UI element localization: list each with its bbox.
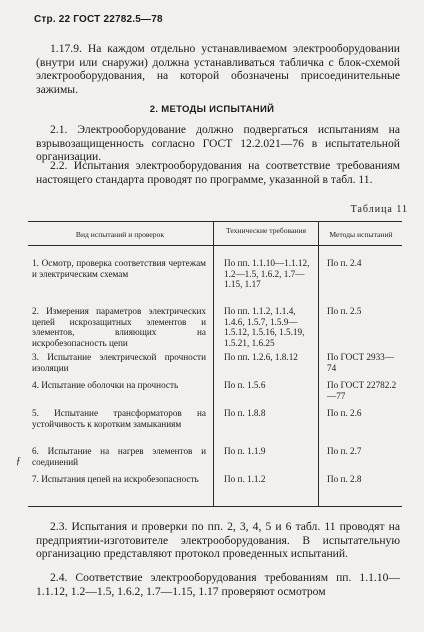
table-row-7-requirements: По п. 1.1.2 [224,474,266,484]
table-header-methods: Методы испытаний [329,230,393,239]
paragraph-2-1-text: 2.1. Электрооборудование должно подвергаться испытаниям на взрывозащищенность согласно ГОСТ 12.2.021—76 в испытательной организации. [36,123,400,164]
paragraph-2-4-text: 2.4. Соответствие электрооборудования требованиям пп. 1.1.10—1.1.12, 1.2—1.5, 1.6.2, 1.7—1.15, 1.17 проверяют осмотром [36,571,400,598]
table-top-rule [28,221,402,222]
table-bottom-rule [28,506,402,507]
table-row-1-test: 1. Осмотр, проверка соответствия чертежам и электрическим схемам [32,258,206,279]
table-caption: Таблица 11 [350,204,408,215]
paragraph-2-2 [36,159,400,186]
table-header-test: Вид испытаний и проверок [75,230,165,239]
page-header: Стр. 22 ГОСТ 22782.5—78 [34,14,163,25]
paragraph-2-3-text: 2.3. Испытания и проверки по пп. 2, 3, 4, 5 и 6 табл. 11 проводят на предприятии-изготовителе электрооборудования. В испытательную организацию представляют протокол проведенных испытаний. [36,520,400,561]
table-row-3-method: По ГОСТ 2933—74 [327,352,394,373]
table-row-3-requirements: По пп. 1.2.6, 1.8.12 [224,352,298,362]
paragraph-1-17-9-text: 1.17.9. На каждом отдельно устанавливаемом электрооборудовании (внутри или снаружи) должна устанавливаться табличка с блок-схемой электрооборудования, на которой обозначены присоединительные зажимы. [36,42,400,96]
section-title: 2. МЕТОДЫ ИСПЫТАНИЙ [149,104,275,115]
table-row-4-method: По ГОСТ 22782.2—77 [327,380,397,401]
table-row-4-test: 4. Испытание оболочки на прочность [32,380,179,390]
table-row-7-method: По п. 2.8 [327,474,362,484]
paragraph-2-4 [36,571,400,598]
table-row-5-method: По п. 2.6 [327,408,362,418]
paragraph-2-1 [36,123,400,164]
table-column-divider-1 [213,221,214,506]
table-row-4-requirements: По п. 1.5.6 [224,380,266,390]
table-row-2-test: 2. Измерения параметров электрических цепей искрозащитных элементов и элементов, влияющих на искробезопасность цепи [32,306,206,348]
table-row-5-requirements: По п. 1.8.8 [224,408,266,418]
table-row-6-requirements: По п. 1.1.9 [224,446,266,456]
paragraph-2-3 [36,520,400,561]
paragraph-1-17-9 [36,42,400,96]
table-row-1-requirements: По пп. 1.1.10—1.1.12, 1.2—1.5, 1.6.2, 1.7—1.15, 1.17 [224,258,310,290]
table-row-2-requirements: По пп. 1.1.2, 1.1.4, 1.4.6, 1.5.7, 1.5.9—1.5.12, 1.5.16, 1.5.19, 1.5.21, 1.6.25 [224,306,305,348]
margin-mark: ƒ [16,456,21,467]
table-row-5-test: 5. Испытание трансформаторов на устойчивость к коротким замыканиям [32,408,206,429]
table-row-6-method: По п. 2.7 [327,446,362,456]
table-row-6-test: 6. Испытание на нагрев элементов и соединений [32,446,206,467]
table-header-rule [28,245,402,246]
table-row-2-method: По п. 2.5 [327,306,362,316]
table-row-7-test: 7. Испытания цепей на искробезопасность [32,474,199,484]
table-column-divider-2 [318,221,319,506]
table-row-3-test: 3. Испытание электрической прочности изоляции [32,352,206,373]
paragraph-2-2-text: 2.2. Испытания электрооборудования на соответствие требованиям настоящего стандарта проводят по программе, указанной в табл. 11. [36,159,400,186]
table-header-requirements: Технические требования [225,226,307,235]
table-row-1-method: По п. 2.4 [327,258,362,268]
